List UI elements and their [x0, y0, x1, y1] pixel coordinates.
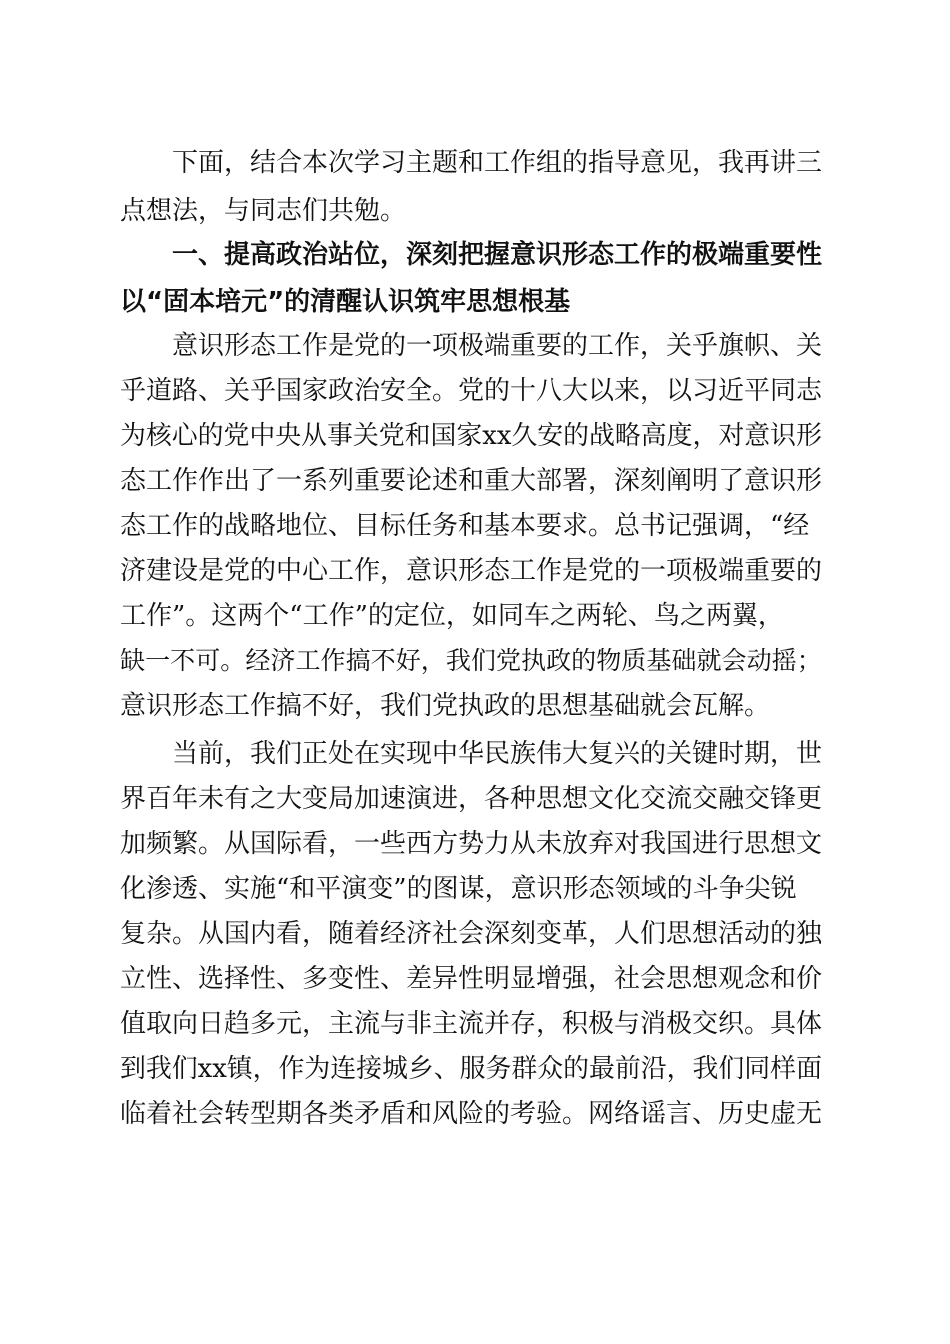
text-line: 点想法，与同志们共勉。 — [120, 196, 407, 226]
text-line: 值取向日趋多元，主流与非主流并存，积极与消极交织。具体 — [120, 1009, 823, 1039]
text-line: 到我们xx镇，作为连接城乡、服务群众的最前沿，我们同样面 — [120, 1054, 822, 1084]
text-line: 意识形态工作是党的一项极端重要的工作，关乎旗帜、关 — [172, 331, 823, 361]
text-line: 下面，结合本次学习主题和工作组的指导意见，我再讲三 — [172, 148, 823, 178]
text-line: 乎道路、关乎国家政治安全。党的十八大以来，以习近平同志 — [120, 376, 823, 406]
text-line: 态工作作出了一系列重要论述和重大部署，深刻阐明了意识形 — [120, 466, 823, 496]
text-line: 界百年未有之大变局加速演进，各种思想文化交流交融交锋更 — [120, 784, 823, 814]
section-heading: 一、提高政治站位，深刻把握意识形态工作的极端重要性 — [172, 240, 823, 270]
text-line: 济建设是党的中心工作，意识形态工作是党的一项极端重要的 — [120, 556, 823, 586]
text-line: 加频繁。从国际看，一些西方势力从未放弃对我国进行思想文 — [120, 829, 823, 859]
text-line: 工作”。这两个“工作”的定位，如同车之两轮、鸟之两翼， — [120, 601, 784, 631]
text-line: 立性、选择性、多变性、差异性明显增强，社会思想观念和价 — [120, 964, 823, 994]
text-line: 缺一不可。经济工作搞不好，我们党执政的物质基础就会动摇； — [120, 646, 822, 675]
text-line: 意识形态工作搞不好，我们党执政的思想基础就会瓦解。 — [120, 691, 771, 721]
text-line: 临着社会转型期各类矛盾和风险的考验。网络谣言、历史虚无 — [120, 1099, 823, 1129]
text-line: 为核心的党中央从事关党和国家xx久安的战略高度，对意识形 — [120, 421, 822, 451]
text-line: 态工作的战略地位、目标任务和基本要求。总书记强调，“经 — [120, 511, 810, 541]
text-line: 复杂。从国内看，随着经济社会深刻变革，人们思想活动的独 — [120, 919, 823, 949]
text-line: 化渗透、实施“和平演变”的图谋，意识形态领域的斗争尖锐 — [120, 874, 797, 904]
text-line: 当前，我们正处在实现中华民族伟大复兴的关键时期，世 — [172, 739, 823, 769]
section-heading: 以“固本培元”的清醒认识筑牢思想根基 — [120, 287, 571, 317]
